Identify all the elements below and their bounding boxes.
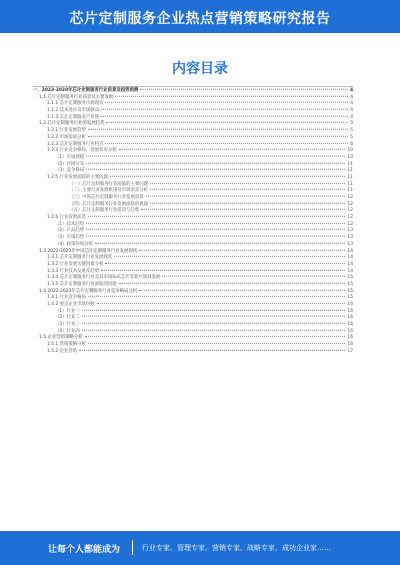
toc-leader-dots: [86, 162, 345, 163]
toc-entry-title: 1.1.2 技术进步及市场驱动: [47, 108, 100, 114]
toc-entry-page: 11: [347, 161, 353, 167]
toc-entry[interactable]: [33, 262, 353, 269]
toc-entry-page: 5: [350, 128, 353, 134]
table-of-contents: [33, 88, 353, 356]
toc-leader-dots: [86, 156, 345, 157]
toc-leader-dots: [85, 336, 346, 337]
toc-leader-dots: [88, 296, 345, 297]
toc-entry-page: 12: [347, 201, 353, 207]
toc-entry-title: 1.1 芯片定制服务行业前景及主要发展: [39, 94, 114, 100]
toc-entry-page: 16: [347, 315, 353, 321]
toc-entry[interactable]: [33, 215, 353, 222]
toc-entry-title: 1.5 企业营销策略分析: [39, 335, 83, 341]
toc-entry-page: 4: [350, 108, 353, 114]
toc-entry-title: （1）技术趋势: [55, 221, 85, 227]
toc-leader-dots: [150, 182, 345, 183]
toc-entry-page: 16: [347, 335, 353, 341]
toc-leader-dots: [106, 122, 348, 123]
toc-leader-dots: [88, 136, 348, 137]
toc-entry[interactable]: [33, 322, 353, 329]
toc-leader-dots: [162, 276, 345, 277]
toc-entry-page: 12: [347, 195, 353, 200]
toc-entry-title: 1.2.2 市场需求分析: [47, 134, 86, 140]
toc-entry-title: 1.3.2 行业发展关键因素分析: [47, 261, 104, 267]
toc-leader-dots: [139, 249, 345, 250]
toc-leader-dots: [105, 102, 348, 103]
toc-leader-dots: [115, 95, 348, 96]
footer-bar: [0, 531, 400, 565]
toc-entry[interactable]: [33, 148, 353, 155]
toc-entry-page: 16: [347, 328, 353, 334]
toc-entry-title: （二）主要行业发展机遇及市场前景分析: [69, 188, 149, 194]
toc-entry-title: 1.2.6 行业发展前景: [47, 215, 86, 221]
toc-divider: [33, 86, 353, 87]
toc-entry-title: （1）行业一: [55, 308, 80, 314]
toc-entry[interactable]: [33, 128, 353, 135]
toc-entry-title: 1.2.5 行业发展面临的主要问题: [47, 174, 108, 180]
toc-entry-title: （2）产品趋势: [55, 228, 85, 234]
toc-leader-dots: [88, 343, 345, 344]
toc-entry-title: 1.2.4 行业竞争格局、发展状况分析: [47, 148, 117, 154]
toc-entry-page: 6: [350, 141, 353, 147]
toc-leader-dots: [97, 303, 346, 304]
toc-leader-dots: [101, 269, 345, 270]
toc-entry-title: （一）芯片定制服务行业面临的主要问题: [69, 181, 149, 187]
toc-entry-page: 12: [347, 221, 353, 227]
toc-leader-dots: [86, 223, 345, 224]
toc-entry-title: （3）行业三: [55, 322, 80, 328]
toc-leader-dots: [86, 236, 345, 237]
toc-entry-title: 1.4.2 重点企业市场份额: [47, 302, 95, 307]
toc-leader-dots: [88, 216, 345, 217]
toc-entry-page: 14: [347, 261, 353, 267]
toc-entry[interactable]: [33, 168, 353, 175]
toc-entry-page: 12: [347, 215, 353, 221]
footer-slogan: 让每个人都能成为: [48, 545, 121, 555]
toc-entry-title: （三）中国芯片定制服务行业发展前景: [69, 195, 144, 200]
toc-leader-dots: [105, 142, 348, 143]
toc-entry-page: 13: [347, 235, 353, 241]
toc-title: 内容目录: [172, 61, 228, 77]
toc-entry-title: 1.2.3 芯片定制服务行业特点: [47, 141, 104, 147]
toc-leader-dots: [119, 283, 346, 284]
toc-leader-dots: [79, 350, 345, 351]
footer-divider: [132, 540, 133, 555]
toc-entry-page: 10: [347, 148, 353, 154]
toc-entry-page: 11: [347, 188, 353, 194]
toc-entry-title: （3）市场趋势: [55, 235, 85, 241]
toc-entry[interactable]: [33, 235, 353, 242]
report-title: 芯片定制服务企业热点营销策略研究报告: [69, 11, 331, 27]
toc-entry-title: 1.1.1 芯片定制服务市场现状: [47, 101, 104, 107]
toc-entry[interactable]: [33, 88, 353, 95]
toc-leader-dots: [86, 169, 345, 170]
toc-entry-page: 16: [347, 342, 353, 348]
toc-entry-page: 15: [347, 295, 353, 301]
toc-entry-title: 1.1.3 芯片定制服务产业链: [47, 114, 100, 120]
toc-leader-dots: [105, 263, 345, 264]
toc-entry-title: 1.2.1 行业发展趋势: [47, 128, 86, 134]
toc-entry-title: 1.5.1 营销策略分析: [47, 342, 86, 348]
toc-entry-title: （2）行业二: [55, 315, 80, 321]
toc-entry-page: 16: [347, 322, 353, 328]
toc-leader-dots: [88, 129, 348, 130]
toc-entry-title: 一、2023-2028年芯片定制服务行业前景及趋势预测: [33, 88, 139, 93]
toc-entry-page: 13: [347, 241, 353, 247]
toc-entry-title: 1.4 2022-2023年芯片定制服务行业竞争格局分析: [39, 288, 138, 294]
toc-leader-dots: [146, 196, 346, 197]
toc-entry-title: 1.2 芯片定制服务行业的发展趋势: [39, 121, 105, 127]
toc-leader-dots: [82, 316, 346, 317]
toc-leader-dots: [119, 149, 346, 150]
toc-entry[interactable]: [33, 108, 353, 115]
toc-entry-page: 14: [347, 255, 353, 261]
toc-entry[interactable]: [33, 349, 353, 356]
toc-entry-page: 10: [347, 154, 353, 160]
toc-entry-page: 15: [347, 281, 353, 287]
toc-entry-page: 14: [347, 268, 353, 274]
toc-leader-dots: [141, 209, 345, 210]
toc-entry-title: （2）区域分布: [55, 161, 85, 167]
toc-entry[interactable]: [33, 188, 353, 195]
toc-entry-page: 15: [347, 275, 353, 281]
toc-entry[interactable]: [33, 195, 353, 202]
toc-leader-dots: [114, 256, 345, 257]
toc-entry[interactable]: [33, 255, 353, 262]
footer-tagline: 行业专家、管理专家、营销专家、战略专家、成功企业家……: [142, 544, 331, 552]
toc-entry-title: （五）芯片定制服务行业前景与趋势: [69, 208, 140, 214]
toc-entry[interactable]: [33, 295, 353, 302]
toc-leader-dots: [82, 309, 346, 310]
toc-entry-page: 16: [347, 302, 353, 307]
toc-entry-title: 1.3.4 芯片定制服务行业及其市场SoC芯片等新兴领域发展: [47, 275, 161, 281]
toc-entry-title: （4）行业四: [55, 328, 80, 334]
toc-entry[interactable]: [33, 155, 353, 162]
toc-entry[interactable]: [33, 175, 353, 182]
toc-entry-title: 1.3.1 芯片定制服务行业发展现状: [47, 255, 113, 261]
toc-entry-page: 16: [347, 308, 353, 314]
toc-entry-page: 14: [347, 248, 353, 254]
toc-entry[interactable]: [33, 302, 353, 309]
toc-entry-page: 4: [349, 88, 353, 93]
toc-leader-dots: [101, 116, 348, 117]
toc-leader-dots: [101, 109, 348, 110]
toc-entry-title: （4）政策环境分析: [55, 241, 93, 247]
toc-entry-page: 4: [350, 114, 353, 120]
toc-entry-title: 1.3.3 行业技术发展及趋势: [47, 268, 100, 274]
toc-entry-page: 11: [347, 174, 353, 180]
toc-entry-title: 1.4.1 行业竞争格局: [47, 295, 86, 301]
toc-entry[interactable]: [33, 242, 353, 249]
toc-leader-dots: [150, 202, 345, 203]
toc-entry[interactable]: [33, 309, 353, 316]
toc-entry[interactable]: [33, 342, 353, 349]
toc-entry-page: 11: [347, 168, 353, 174]
toc-entry-title: （1）市场规模: [55, 154, 85, 160]
toc-entry-page: 15: [347, 288, 353, 294]
toc-leader-dots: [139, 289, 345, 290]
header-bar: [0, 0, 400, 33]
toc-leader-dots: [110, 176, 346, 177]
toc-entry-page: 4: [350, 94, 353, 100]
toc-leader-dots: [150, 189, 345, 190]
toc-entry-title: 1.3.5 芯片定制服务行业面临的问题: [47, 281, 117, 287]
toc-leader-dots: [140, 89, 348, 90]
toc-entry-page: 5: [350, 121, 353, 127]
toc-entry-page: 13: [347, 228, 353, 234]
toc-entry-title: 1.5.2 企业营销: [47, 348, 78, 354]
toc-entry-title: （四）芯片定制服务行业发展面临的挑战: [69, 201, 149, 207]
toc-entry-title: （3）竞争格局: [55, 168, 85, 174]
toc-entry-page: 4: [350, 101, 353, 107]
toc-entry[interactable]: [33, 275, 353, 282]
toc-entry[interactable]: [33, 135, 353, 142]
toc-leader-dots: [82, 330, 346, 331]
toc-entry-page: 11: [347, 181, 353, 187]
toc-entry-title: 1.3 2022-2023年中国芯片定制服务行业发展现状: [39, 248, 138, 254]
toc-entry[interactable]: [33, 315, 353, 322]
toc-entry-page: 17: [347, 348, 353, 354]
toc-leader-dots: [82, 323, 346, 324]
toc-entry-page: 5: [350, 134, 353, 140]
toc-entry-page: 12: [347, 208, 353, 214]
toc-leader-dots: [86, 229, 345, 230]
toc-entry[interactable]: [33, 282, 353, 289]
toc-leader-dots: [95, 243, 345, 244]
